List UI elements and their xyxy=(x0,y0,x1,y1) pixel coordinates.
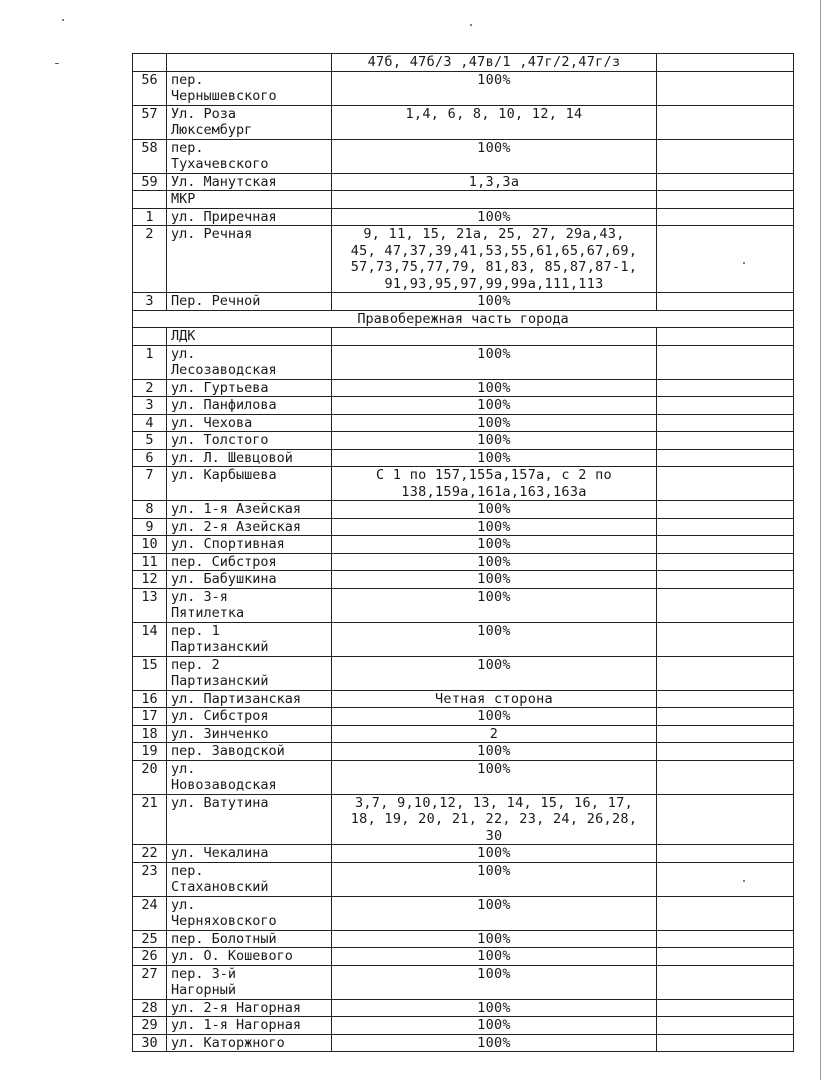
table-row xyxy=(133,622,794,656)
street-name: пер. 1 Партизанский xyxy=(167,622,332,656)
extra-cell xyxy=(657,397,794,415)
extra-cell xyxy=(657,760,794,794)
street-name: ул. 2-я Нагорная xyxy=(167,999,332,1017)
street-name: ул. 1-я Нагорная xyxy=(167,1017,332,1035)
extra-cell xyxy=(657,690,794,708)
extra-cell xyxy=(657,293,794,311)
extra-cell xyxy=(657,553,794,571)
row-number xyxy=(133,328,167,346)
table-row xyxy=(133,414,794,432)
street-name: ул. 3-я Пятилетка xyxy=(167,588,332,622)
table-row xyxy=(133,449,794,467)
house-numbers: 100% xyxy=(332,397,657,415)
streets-table-body xyxy=(133,54,794,1052)
street-name: ул. Черняховского xyxy=(167,896,332,930)
row-number: 29 xyxy=(133,1017,167,1035)
house-numbers: 100% xyxy=(332,501,657,519)
house-numbers: 100% xyxy=(332,208,657,226)
house-numbers: 100% xyxy=(332,1034,657,1052)
extra-cell xyxy=(657,467,794,501)
row-number: 10 xyxy=(133,536,167,554)
row-number: 12 xyxy=(133,571,167,589)
row-number: 30 xyxy=(133,1034,167,1052)
row-number: 19 xyxy=(133,743,167,761)
row-number: 4 xyxy=(133,414,167,432)
house-numbers: 100% xyxy=(332,588,657,622)
street-name: пер. 2 Партизанский xyxy=(167,656,332,690)
extra-cell xyxy=(657,432,794,450)
street-name: пер. Сибстроя xyxy=(167,553,332,571)
extra-cell xyxy=(657,622,794,656)
row-number: 13 xyxy=(133,588,167,622)
house-numbers: 1,3,3а xyxy=(332,173,657,191)
row-number: 22 xyxy=(133,845,167,863)
row-number: 9 xyxy=(133,518,167,536)
row-number: 25 xyxy=(133,930,167,948)
table-row xyxy=(133,208,794,226)
row-number: 59 xyxy=(133,173,167,191)
street-name: ул. Л. Шевцовой xyxy=(167,449,332,467)
scan-speck xyxy=(470,24,472,26)
street-name: ул. Ватутина xyxy=(167,794,332,845)
extra-cell xyxy=(657,191,794,209)
house-numbers: 100% xyxy=(332,948,657,966)
house-numbers: Четная сторона xyxy=(332,690,657,708)
table-row xyxy=(133,862,794,896)
street-name: ул. Зинченко xyxy=(167,725,332,743)
row-number: 5 xyxy=(133,432,167,450)
house-numbers: 100% xyxy=(332,379,657,397)
row-number: 6 xyxy=(133,449,167,467)
table-row xyxy=(133,310,794,328)
street-name: Ул. Манутская xyxy=(167,173,332,191)
extra-cell xyxy=(657,328,794,346)
row-number: 2 xyxy=(133,226,167,293)
table-row xyxy=(133,896,794,930)
street-name: пер. Болотный xyxy=(167,930,332,948)
house-numbers xyxy=(332,191,657,209)
extra-cell xyxy=(657,588,794,622)
row-number xyxy=(133,54,167,72)
house-numbers: С 1 по 157,155а,157а, с 2 по 138,159а,161а,163,163а xyxy=(332,467,657,501)
section-heading: Правобережная часть города xyxy=(133,310,794,328)
table-row xyxy=(133,379,794,397)
group-heading-ldk: ЛДК xyxy=(167,328,332,346)
extra-cell xyxy=(657,1017,794,1035)
street-name: Пер. Речной xyxy=(167,293,332,311)
table-row xyxy=(133,794,794,845)
street-name: пер. Заводской xyxy=(167,743,332,761)
house-numbers xyxy=(332,328,657,346)
table-row xyxy=(133,690,794,708)
table-row xyxy=(133,518,794,536)
extra-cell xyxy=(657,708,794,726)
street-name: Ул. Роза Люксембург xyxy=(167,105,332,139)
extra-cell xyxy=(657,794,794,845)
streets-table xyxy=(132,53,794,1052)
table-row xyxy=(133,328,794,346)
extra-cell xyxy=(657,208,794,226)
table-row xyxy=(133,1034,794,1052)
table-row xyxy=(133,226,794,293)
house-numbers: 100% xyxy=(332,1017,657,1035)
extra-cell xyxy=(657,845,794,863)
row-number: 27 xyxy=(133,965,167,999)
table-row xyxy=(133,105,794,139)
table-row xyxy=(133,930,794,948)
extra-cell xyxy=(657,571,794,589)
extra-cell xyxy=(657,948,794,966)
row-number: 23 xyxy=(133,862,167,896)
row-number: 24 xyxy=(133,896,167,930)
street-name: ул. Каторжного xyxy=(167,1034,332,1052)
row-number: 56 xyxy=(133,71,167,105)
extra-cell xyxy=(657,173,794,191)
street-name: пер. Стахановский xyxy=(167,862,332,896)
row-number: 11 xyxy=(133,553,167,571)
street-name: ул. Речная xyxy=(167,226,332,293)
street-name: пер. 3-й Нагорный xyxy=(167,965,332,999)
table-row xyxy=(133,588,794,622)
street-name: ул. Приречная xyxy=(167,208,332,226)
house-numbers: 100% xyxy=(332,760,657,794)
house-numbers: 47б, 47б/3 ,47в/1 ,47г/2,47г/з xyxy=(332,54,657,72)
row-number: 17 xyxy=(133,708,167,726)
table-row xyxy=(133,345,794,379)
street-name: ул. Чехова xyxy=(167,414,332,432)
house-numbers: 100% xyxy=(332,743,657,761)
extra-cell xyxy=(657,999,794,1017)
table-row xyxy=(133,743,794,761)
table-row xyxy=(133,708,794,726)
extra-cell xyxy=(657,449,794,467)
scan-speck xyxy=(62,19,64,21)
street-name: ул. Спортивная xyxy=(167,536,332,554)
scan-edge-line xyxy=(820,0,821,1080)
table-row xyxy=(133,139,794,173)
house-numbers: 100% xyxy=(332,139,657,173)
row-number: 1 xyxy=(133,208,167,226)
row-number: 18 xyxy=(133,725,167,743)
house-numbers: 3,7, 9,10,12, 13, 14, 15, 16, 17, 18, 19, 20, 21, 22, 23, 24, 26,28, 30 xyxy=(332,794,657,845)
extra-cell xyxy=(657,71,794,105)
house-numbers: 100% xyxy=(332,518,657,536)
row-number: 26 xyxy=(133,948,167,966)
extra-cell xyxy=(657,139,794,173)
extra-cell xyxy=(657,725,794,743)
street-name: ул. Чекалина xyxy=(167,845,332,863)
row-number: 28 xyxy=(133,999,167,1017)
extra-cell xyxy=(657,414,794,432)
extra-cell xyxy=(657,1034,794,1052)
table-row xyxy=(133,173,794,191)
row-number: 15 xyxy=(133,656,167,690)
house-numbers: 100% xyxy=(332,414,657,432)
house-numbers: 100% xyxy=(332,862,657,896)
row-number: 1 xyxy=(133,345,167,379)
row-number: 14 xyxy=(133,622,167,656)
street-name: ул. Гуртьева xyxy=(167,379,332,397)
street-name: ул. Лесозаводская xyxy=(167,345,332,379)
row-number: 57 xyxy=(133,105,167,139)
house-numbers: 9, 11, 15, 21а, 25, 27, 29а,43, 45, 47,37,39,41,53,55,61,65,67,69, 57,73,75,77,79, 81,83, 85,87,87-1, 91,93,95,97,99,99а,111,113 xyxy=(332,226,657,293)
street-name: пер. Тухачевского xyxy=(167,139,332,173)
extra-cell xyxy=(657,536,794,554)
table-row xyxy=(133,467,794,501)
row-number: 58 xyxy=(133,139,167,173)
scan-speck xyxy=(55,63,59,64)
house-numbers: 100% xyxy=(332,553,657,571)
street-name: ул. Панфилова xyxy=(167,397,332,415)
table-row xyxy=(133,293,794,311)
extra-cell xyxy=(657,501,794,519)
street-name: ул. Сибстроя xyxy=(167,708,332,726)
table-row xyxy=(133,553,794,571)
extra-cell xyxy=(657,896,794,930)
row-number xyxy=(133,191,167,209)
house-numbers: 100% xyxy=(332,656,657,690)
extra-cell xyxy=(657,743,794,761)
house-numbers: 100% xyxy=(332,999,657,1017)
house-numbers: 2 xyxy=(332,725,657,743)
row-number: 21 xyxy=(133,794,167,845)
house-numbers: 1,4, 6, 8, 10, 12, 14 xyxy=(332,105,657,139)
row-number: 3 xyxy=(133,397,167,415)
extra-cell xyxy=(657,345,794,379)
house-numbers: 100% xyxy=(332,708,657,726)
street-name: ул. Карбышева xyxy=(167,467,332,501)
table-row xyxy=(133,571,794,589)
table-row xyxy=(133,1017,794,1035)
house-numbers: 100% xyxy=(332,536,657,554)
house-numbers: 100% xyxy=(332,449,657,467)
table-row xyxy=(133,965,794,999)
extra-cell xyxy=(657,518,794,536)
street-name: ул. 2-я Азейская xyxy=(167,518,332,536)
row-number: 2 xyxy=(133,379,167,397)
row-number: 20 xyxy=(133,760,167,794)
extra-cell xyxy=(657,965,794,999)
table-row xyxy=(133,397,794,415)
table-row xyxy=(133,71,794,105)
table-row xyxy=(133,999,794,1017)
street-name: ул. О. Кошевого xyxy=(167,948,332,966)
house-numbers: 100% xyxy=(332,345,657,379)
table-row xyxy=(133,191,794,209)
extra-cell xyxy=(657,930,794,948)
extra-cell xyxy=(657,105,794,139)
row-number: 3 xyxy=(133,293,167,311)
house-numbers: 100% xyxy=(332,432,657,450)
street-name: ул. Новозаводская xyxy=(167,760,332,794)
extra-cell xyxy=(657,226,794,293)
table-row xyxy=(133,432,794,450)
house-numbers: 100% xyxy=(332,896,657,930)
house-numbers: 100% xyxy=(332,845,657,863)
table-row xyxy=(133,54,794,72)
row-number: 16 xyxy=(133,690,167,708)
house-numbers: 100% xyxy=(332,965,657,999)
extra-cell xyxy=(657,54,794,72)
table-row xyxy=(133,725,794,743)
house-numbers: 100% xyxy=(332,71,657,105)
row-number: 8 xyxy=(133,501,167,519)
street-name: ул. 1-я Азейская xyxy=(167,501,332,519)
table-row xyxy=(133,656,794,690)
group-heading-mkr: МКР xyxy=(167,191,332,209)
table-row xyxy=(133,948,794,966)
street-name: ул. Толстого xyxy=(167,432,332,450)
house-numbers: 100% xyxy=(332,293,657,311)
table-row xyxy=(133,760,794,794)
row-number: 7 xyxy=(133,467,167,501)
house-numbers: 100% xyxy=(332,930,657,948)
table-row xyxy=(133,845,794,863)
table-row xyxy=(133,501,794,519)
house-numbers: 100% xyxy=(332,571,657,589)
extra-cell xyxy=(657,379,794,397)
street-name: ул. Бабушкина xyxy=(167,571,332,589)
street-name xyxy=(167,54,332,72)
extra-cell xyxy=(657,862,794,896)
house-numbers: 100% xyxy=(332,622,657,656)
extra-cell xyxy=(657,656,794,690)
street-name: ул. Партизанская xyxy=(167,690,332,708)
street-name: пер. Чернышевского xyxy=(167,71,332,105)
table-row xyxy=(133,536,794,554)
